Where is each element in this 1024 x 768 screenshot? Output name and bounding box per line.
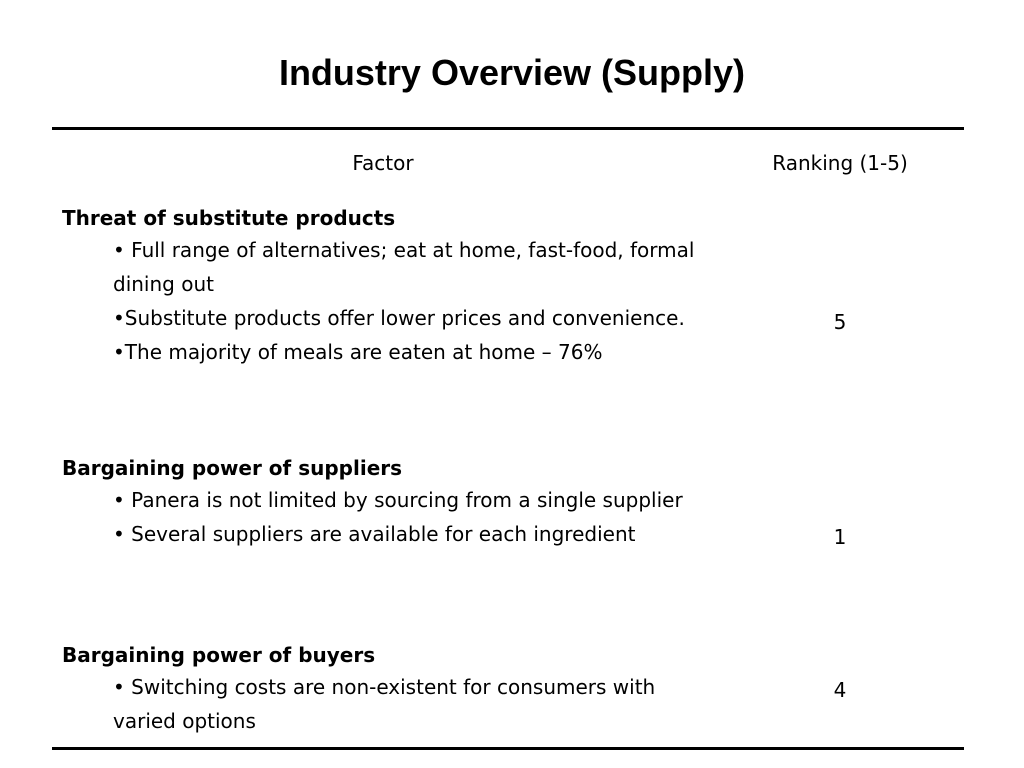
ranking-value-suppliers: 1 <box>833 525 847 549</box>
column-header-ranking: Ranking (1-5) <box>772 151 908 175</box>
slide-title: Industry Overview (Supply) <box>278 52 746 93</box>
factor-bullet: • Panera is not limited by sourcing from a single supplier <box>113 488 683 512</box>
factor-row-substitutes <box>62 203 722 369</box>
ranking-value-substitutes: 5 <box>833 310 847 334</box>
factor-bullet: • Several suppliers are available for each ingredient <box>113 522 636 546</box>
factor-bullet: •Substitute products offer lower prices and convenience. <box>113 306 685 330</box>
factor-heading: Threat of substitute products <box>62 206 396 230</box>
factor-heading: Bargaining power of buyers <box>62 643 376 667</box>
factor-heading: Bargaining power of suppliers <box>62 456 403 480</box>
factor-row-suppliers <box>62 453 722 551</box>
factor-bullet: • Switching costs are non-existent for consumers with varied options <box>113 675 656 733</box>
column-header-factor: Factor <box>352 151 414 175</box>
factor-row-buyers <box>62 640 722 738</box>
factor-bullet: • Full range of alternatives; eat at home, fast-food, formal dining out <box>113 238 695 296</box>
factor-bullet: •The majority of meals are eaten at home – 76% <box>113 340 603 364</box>
table-bottom-rule <box>52 747 964 750</box>
ranking-value-buyers: 4 <box>833 678 847 702</box>
table-top-rule <box>52 127 964 130</box>
